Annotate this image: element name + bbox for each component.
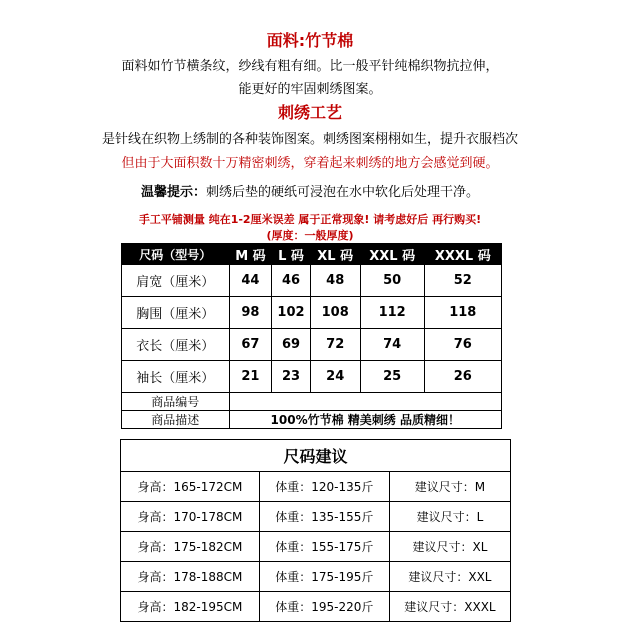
fabric-title: 面料:竹节棉 — [266, 31, 354, 50]
cell-value: 44 — [229, 265, 272, 297]
header-xxxl: XXXL 码 — [424, 244, 501, 265]
cell-value: 48 — [310, 265, 360, 297]
size-table — [121, 243, 502, 429]
cell-value: 108 — [310, 297, 360, 329]
size-table-header-row — [122, 244, 502, 265]
cell-value: 74 — [360, 329, 424, 361]
size-recommendation-table — [120, 439, 511, 622]
cell-value: 21 — [229, 361, 272, 393]
cell-value: 112 — [360, 297, 424, 329]
cell-value: 46 — [272, 265, 310, 297]
cell-value: 50 — [360, 265, 424, 297]
cell-value: 76 — [424, 329, 501, 361]
table-row — [122, 297, 502, 329]
height-cell: 身高：175-182CM — [121, 532, 260, 562]
height-cell: 身高：165-172CM — [121, 472, 260, 502]
table-row — [122, 265, 502, 297]
cell-value: 25 — [360, 361, 424, 393]
measure-notice: 手工平铺测量 纯在1-2厘米误差 属于正常现象! 请考虑好后 再行购买! — [138, 213, 482, 226]
cell-value: 98 — [229, 297, 272, 329]
row-label: 袖长（厘米） — [122, 361, 230, 393]
cell-value: 118 — [424, 297, 501, 329]
product-code-label: 商品编号 — [122, 393, 230, 411]
row-label: 衣长（厘米） — [122, 329, 230, 361]
cell-value: 52 — [424, 265, 501, 297]
row-label: 肩宽（厘米） — [122, 265, 230, 297]
cell-value: 23 — [272, 361, 310, 393]
suggested-size-cell: 建议尺寸：XL — [389, 532, 510, 562]
table-row — [121, 592, 511, 622]
cell-value: 69 — [272, 329, 310, 361]
recommendation-title: 尺码建议 — [121, 440, 511, 472]
fabric-desc-line1: 面料如竹节横条纹，纱线有粗有细。比一般平针纯棉织物抗拉伸， — [121, 59, 499, 74]
tip-line — [0, 181, 620, 200]
weight-cell: 体重：120-135斤 — [259, 472, 389, 502]
weight-cell: 体重：155-175斤 — [259, 532, 389, 562]
product-desc-value: 100%竹节棉 精美刺绣 品质精细！ — [229, 411, 501, 429]
suggested-size-cell: 建议尺寸：L — [389, 502, 510, 532]
height-cell: 身高：182-195CM — [121, 592, 260, 622]
table-row — [121, 562, 511, 592]
header-xl: XL 码 — [310, 244, 360, 265]
product-code-value — [229, 393, 501, 411]
cell-value: 24 — [310, 361, 360, 393]
header-m: M 码 — [229, 244, 272, 265]
weight-cell: 体重：195-220斤 — [259, 592, 389, 622]
cell-value: 72 — [310, 329, 360, 361]
cell-value: 26 — [424, 361, 501, 393]
table-row — [121, 502, 511, 532]
table-row — [122, 329, 502, 361]
table-row — [121, 472, 511, 502]
header-xxl: XXL 码 — [360, 244, 424, 265]
tip-text: 刺绣后垫的硬纸可浸泡在水中软化后处理干净。 — [206, 185, 480, 200]
height-cell: 身高：178-188CM — [121, 562, 260, 592]
product-code-row — [122, 393, 502, 411]
recommendation-title-row — [121, 440, 511, 472]
suggested-size-cell: 建议尺寸：M — [389, 472, 510, 502]
embroidery-desc-line1: 是针线在织物上绣制的各种装饰图案。刺绣图案栩栩如生，提升衣服档次 — [101, 132, 518, 147]
tip-label: 温馨提示： — [140, 185, 206, 200]
suggested-size-cell: 建议尺寸：XXXL — [389, 592, 510, 622]
header-l: L 码 — [272, 244, 310, 265]
product-desc-row — [122, 411, 502, 429]
height-cell: 身高：170-178CM — [121, 502, 260, 532]
weight-cell: 体重：175-195斤 — [259, 562, 389, 592]
cell-value: 67 — [229, 329, 272, 361]
suggested-size-cell: 建议尺寸：XXL — [389, 562, 510, 592]
embroidery-title: 刺绣工艺 — [277, 103, 342, 122]
table-row — [121, 532, 511, 562]
header-size-label: 尺码（型号） — [122, 244, 230, 265]
product-desc-label: 商品描述 — [122, 411, 230, 429]
weight-cell: 体重：135-155斤 — [259, 502, 389, 532]
row-label: 胸围（厘米） — [122, 297, 230, 329]
fabric-desc-line2: 能更好的牢固刺绣图案。 — [238, 82, 382, 97]
table-row — [122, 361, 502, 393]
embroidery-desc-line2: 但由于大面积数十万精密刺绣，穿着起来刺绣的地方会感觉到硬。 — [121, 156, 499, 171]
thickness-notice: (厚度：一般厚度) — [266, 229, 354, 242]
cell-value: 102 — [272, 297, 310, 329]
